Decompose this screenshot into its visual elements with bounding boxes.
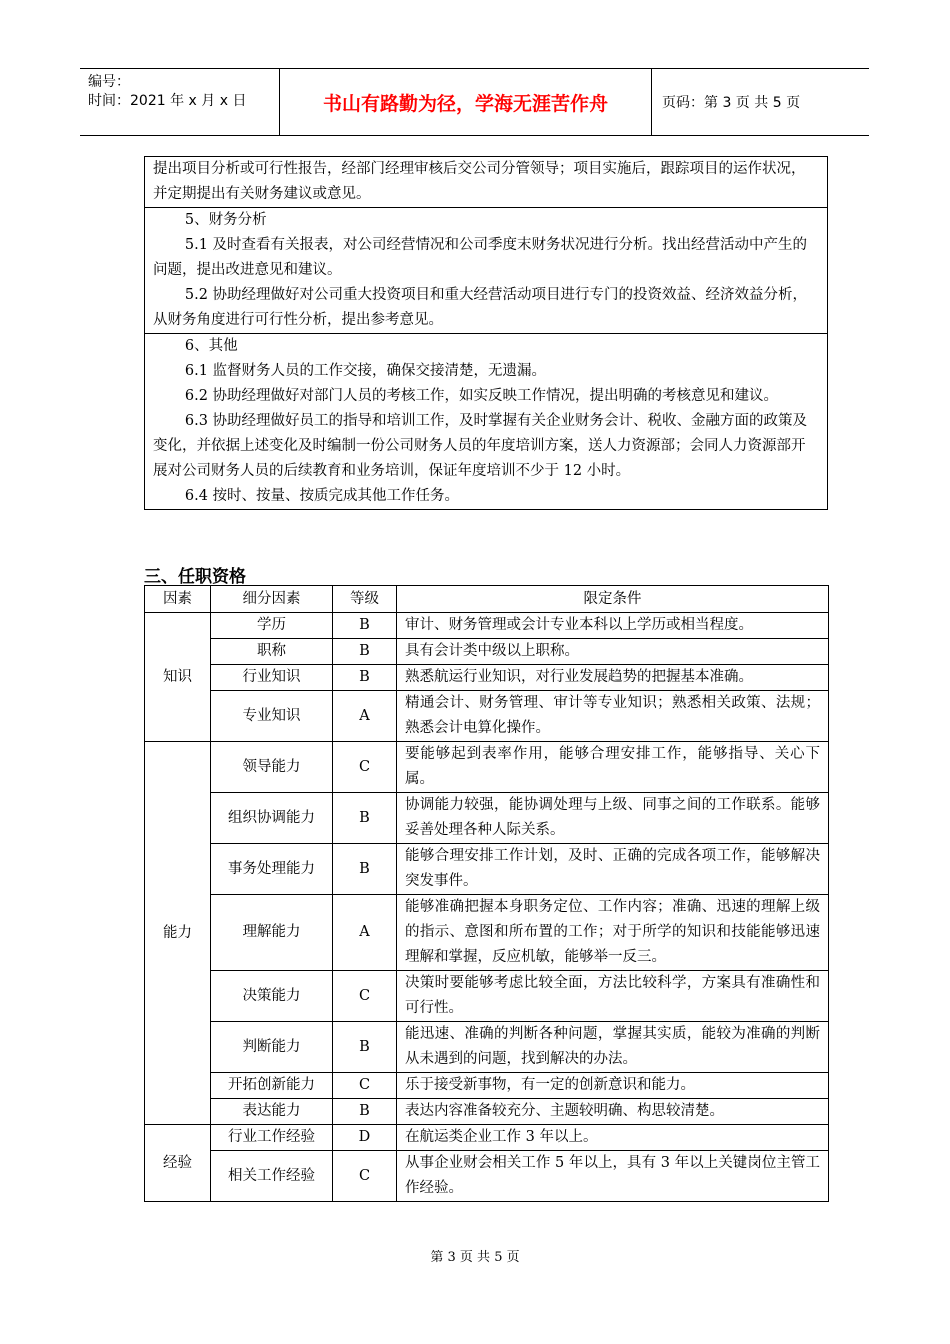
- grade-cell: B: [333, 793, 397, 844]
- duty-block: [145, 333, 827, 509]
- condition-cell: 熟悉航运行业知识，对行业发展趋势的把握基本准确。: [397, 665, 829, 691]
- grade-cell: B: [333, 639, 397, 665]
- table-row: [145, 1073, 829, 1099]
- grade-cell: B: [333, 665, 397, 691]
- table-row: [145, 742, 829, 793]
- duty-paragraph: 提出项目分析或可行性报告，经部门经理审核后交公司分管领导；项目实施后，跟踪项目的运作状况，并定期提出有关财务建议或意见。: [153, 161, 806, 202]
- table-row: [145, 1125, 829, 1151]
- duty-heading: 5、财务分析: [184, 212, 267, 228]
- table-row: [145, 793, 829, 844]
- condition-cell: 能够准确把握本身职务定位、工作内容；准确、迅速的理解上级的指示、意图和所布置的工作；对于所学的知识和技能能够迅速理解和掌握，反应机敏，能够举一反三。: [397, 895, 829, 971]
- grade-cell: C: [333, 971, 397, 1022]
- subfactor-cell: 判断能力: [211, 1022, 333, 1073]
- table-body: [145, 613, 829, 1202]
- condition-cell: 能迅速、准确的判断各种问题，掌握其实质，能较为准确的判断从未遇到的问题，找到解决的办法。: [397, 1022, 829, 1073]
- grade-cell: D: [333, 1125, 397, 1151]
- condition-cell: 审计、财务管理或会计专业本科以上学历或相当程度。: [397, 613, 829, 639]
- doc-number-label: 编号：: [88, 74, 130, 90]
- duty-description-box: [144, 156, 828, 510]
- section-title: 三、任职资格: [144, 567, 246, 587]
- subfactor-cell: 理解能力: [211, 895, 333, 971]
- doc-time-label: 时间：2021 年 x 月 x 日: [88, 93, 247, 109]
- grade-cell: C: [333, 742, 397, 793]
- condition-cell: 精通会计、财务管理、审计等专业知识；熟悉相关政策、法规；熟悉会计电算化操作。: [397, 691, 829, 742]
- table-row: [145, 971, 829, 1022]
- table-header-row: [145, 586, 829, 613]
- table-row: [145, 613, 829, 639]
- page-header: [80, 68, 869, 136]
- subfactor-cell: 学历: [211, 613, 333, 639]
- grade-cell: B: [333, 1099, 397, 1125]
- qualification-table: [144, 585, 829, 1202]
- grade-cell: A: [333, 691, 397, 742]
- subfactor-cell: 决策能力: [211, 971, 333, 1022]
- subfactor-cell: 组织协调能力: [211, 793, 333, 844]
- subfactor-cell: 专业知识: [211, 691, 333, 742]
- condition-cell: 从事企业财会相关工作 5 年以上，具有 3 年以上关键岗位主管工作经验。: [397, 1151, 829, 1202]
- subfactor-cell: 表达能力: [211, 1099, 333, 1125]
- header-factor: 因素: [145, 586, 211, 613]
- duty-block: [145, 157, 827, 207]
- table-row: [145, 691, 829, 742]
- duty-paragraph: 6.4 按时、按量、按质完成其他工作任务。: [184, 488, 460, 504]
- table-row: [145, 844, 829, 895]
- duty-paragraph: 5.2 协助经理做好对公司重大投资项目和重大经营活动项目进行专门的投资效益、经济效益分析，从财务角度进行可行性分析，提出参考意见。: [153, 287, 808, 328]
- table-row: [145, 1099, 829, 1125]
- subfactor-cell: 领导能力: [211, 742, 333, 793]
- header-meta: [80, 69, 280, 135]
- header-page-label: 页码：第 3 页 共 5 页: [662, 95, 801, 111]
- header-motto: 书山有路勤为径，学海无涯苦作舟: [280, 69, 652, 135]
- grade-cell: B: [333, 1022, 397, 1073]
- subfactor-cell: 行业知识: [211, 665, 333, 691]
- table-row: [145, 639, 829, 665]
- condition-cell: 在航运类企业工作 3 年以上。: [397, 1125, 829, 1151]
- condition-cell: 决策时要能够考虑比较全面，方法比较科学，方案具有准确性和可行性。: [397, 971, 829, 1022]
- factor-cell: 能力: [145, 742, 211, 1125]
- table-row: [145, 665, 829, 691]
- duty-heading: 6、其他: [184, 338, 238, 354]
- header-subfactor: 细分因素: [211, 586, 333, 613]
- duty-paragraph: 6.1 监督财务人员的工作交接，确保交接清楚，无遗漏。: [184, 363, 547, 379]
- condition-cell: 乐于接受新事物，有一定的创新意识和能力。: [397, 1073, 829, 1099]
- condition-cell: 能够合理安排工作计划，及时、正确的完成各项工作，能够解决突发事件。: [397, 844, 829, 895]
- page-footer: 第 3 页 共 5 页: [430, 1250, 520, 1265]
- table-row: [145, 1151, 829, 1202]
- table-row: [145, 1022, 829, 1073]
- grade-cell: B: [333, 844, 397, 895]
- factor-cell: 知识: [145, 613, 211, 742]
- condition-cell: 要能够起到表率作用，能够合理安排工作，能够指导、关心下属。: [397, 742, 829, 793]
- grade-cell: C: [333, 1073, 397, 1099]
- grade-cell: A: [333, 895, 397, 971]
- duty-paragraph: 6.2 协助经理做好对部门人员的考核工作，如实反映工作情况，提出明确的考核意见和建议。: [184, 388, 779, 404]
- subfactor-cell: 职称: [211, 639, 333, 665]
- subfactor-cell: 事务处理能力: [211, 844, 333, 895]
- table-row: [145, 895, 829, 971]
- grade-cell: B: [333, 613, 397, 639]
- factor-cell: 经验: [145, 1125, 211, 1202]
- condition-cell: 表达内容准备较充分、主题较明确、构思较清楚。: [397, 1099, 829, 1125]
- subfactor-cell: 开拓创新能力: [211, 1073, 333, 1099]
- subfactor-cell: 行业工作经验: [211, 1125, 333, 1151]
- duty-paragraph: 5.1 及时查看有关报表，对公司经营情况和公司季度末财务状况进行分析。找出经营活动中产生的问题，提出改进意见和建议。: [153, 237, 808, 278]
- subfactor-cell: 相关工作经验: [211, 1151, 333, 1202]
- duty-paragraph: 6.3 协助经理做好员工的指导和培训工作，及时掌握有关企业财务会计、税收、金融方面的政策及变化，并依据上述变化及时编制一份公司财务人员的年度培训方案，送人力资源部；会同人力资源部开展对公司财务人员的后续教育和业务培训，保证年度培训不少于 12 小时。: [153, 413, 808, 479]
- header-condition: 限定条件: [397, 586, 829, 613]
- header-grade: 等级: [333, 586, 397, 613]
- grade-cell: C: [333, 1151, 397, 1202]
- condition-cell: 具有会计类中级以上职称。: [397, 639, 829, 665]
- duty-block: [145, 207, 827, 333]
- condition-cell: 协调能力较强，能协调处理与上级、同事之间的工作联系。能够妥善处理各种人际关系。: [397, 793, 829, 844]
